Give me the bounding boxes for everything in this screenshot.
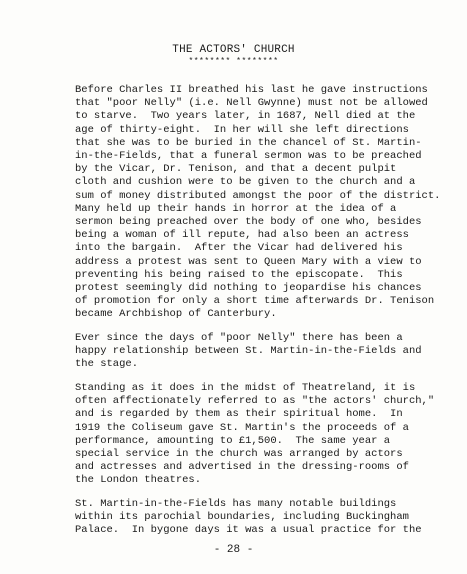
text-line: within its parochial boundaries, including Buckingham — [75, 511, 409, 524]
text-line: sermon being preached over the body of one who, besides — [75, 216, 422, 229]
text-line: by the Vicar, Dr. Tenison, and that a decent pulpit — [75, 163, 397, 176]
text-line: became Archbishop of Canterbury. — [75, 308, 277, 321]
page-title: THE ACTORS' CHURCH — [172, 44, 295, 56]
text-line: happy relationship between St. Martin-in-the-Fields and — [75, 345, 422, 358]
text-line: into the bargain. After the Vicar had delivered his — [75, 242, 403, 255]
text-line: that "poor Nelly" (i.e. Nell Gwynne) must not be allowed — [75, 97, 428, 110]
text-line: 1919 the Coliseum gave St. Martin's the proceeds of a — [75, 421, 409, 434]
text-line: the stage. — [75, 358, 139, 371]
text-line: performance, amounting to £1,500. The same year a — [75, 434, 391, 447]
text-line: Palace. In bygone days it was a usual practice for the — [75, 524, 422, 537]
text-line: to starve. Two years later, in 1687, Nell died at the — [75, 110, 416, 123]
text-line: protest seemingly did nothing to jeopardise his chances — [75, 282, 422, 295]
text-line: Before Charles II breathed his last he gave instructions — [75, 84, 428, 96]
paragraph-1 — [75, 84, 455, 322]
text-line: special service in the church was arranged by actors — [75, 448, 403, 461]
text-line: and is regarded by them as their spiritual home. In — [75, 408, 403, 421]
text-line: often affectionately referred to as "the actors' church," — [75, 395, 435, 408]
page-number: - 28 - — [213, 544, 254, 556]
text-line: in-the-Fields, that a funeral sermon was to be preached — [75, 150, 422, 163]
text-line: being a woman of ill repute, had also been an actress — [75, 229, 409, 242]
text-line: sum of money distributed amongst the poor of the district. — [75, 189, 441, 202]
text-line: cloth and cushion were to be given to the church and a — [75, 176, 416, 189]
paragraph-2 — [75, 332, 455, 372]
title-underline: ******** ******** — [188, 57, 279, 66]
text-line: of promotion for only a short time afterwards Dr. Tenison — [75, 295, 435, 308]
text-line: Standing as it does in the midst of Theatreland, it is — [75, 382, 416, 394]
text-line: Many held up their hands in horror at the idea of a — [75, 202, 397, 215]
text-line: St. Martin-in-the-Fields has many notable buildings — [75, 498, 397, 510]
text-line: Ever since the days of "poor Nelly" there has been a — [75, 332, 403, 344]
text-line: age of thirty-eight. In her will she left directions — [75, 123, 409, 136]
text-line: and actresses and advertised in the dressing-rooms of — [75, 461, 409, 474]
text-line: address a protest was sent to Queen Mary with a view to — [75, 255, 422, 268]
text-line: the London theatres. — [75, 474, 202, 487]
paragraph-3 — [75, 382, 455, 488]
text-line: that she was to be buried in the chancel of St. Martin- — [75, 136, 422, 149]
paragraph-4 — [75, 498, 455, 538]
text-line: preventing his being raised to the episcopate. This — [75, 268, 403, 281]
